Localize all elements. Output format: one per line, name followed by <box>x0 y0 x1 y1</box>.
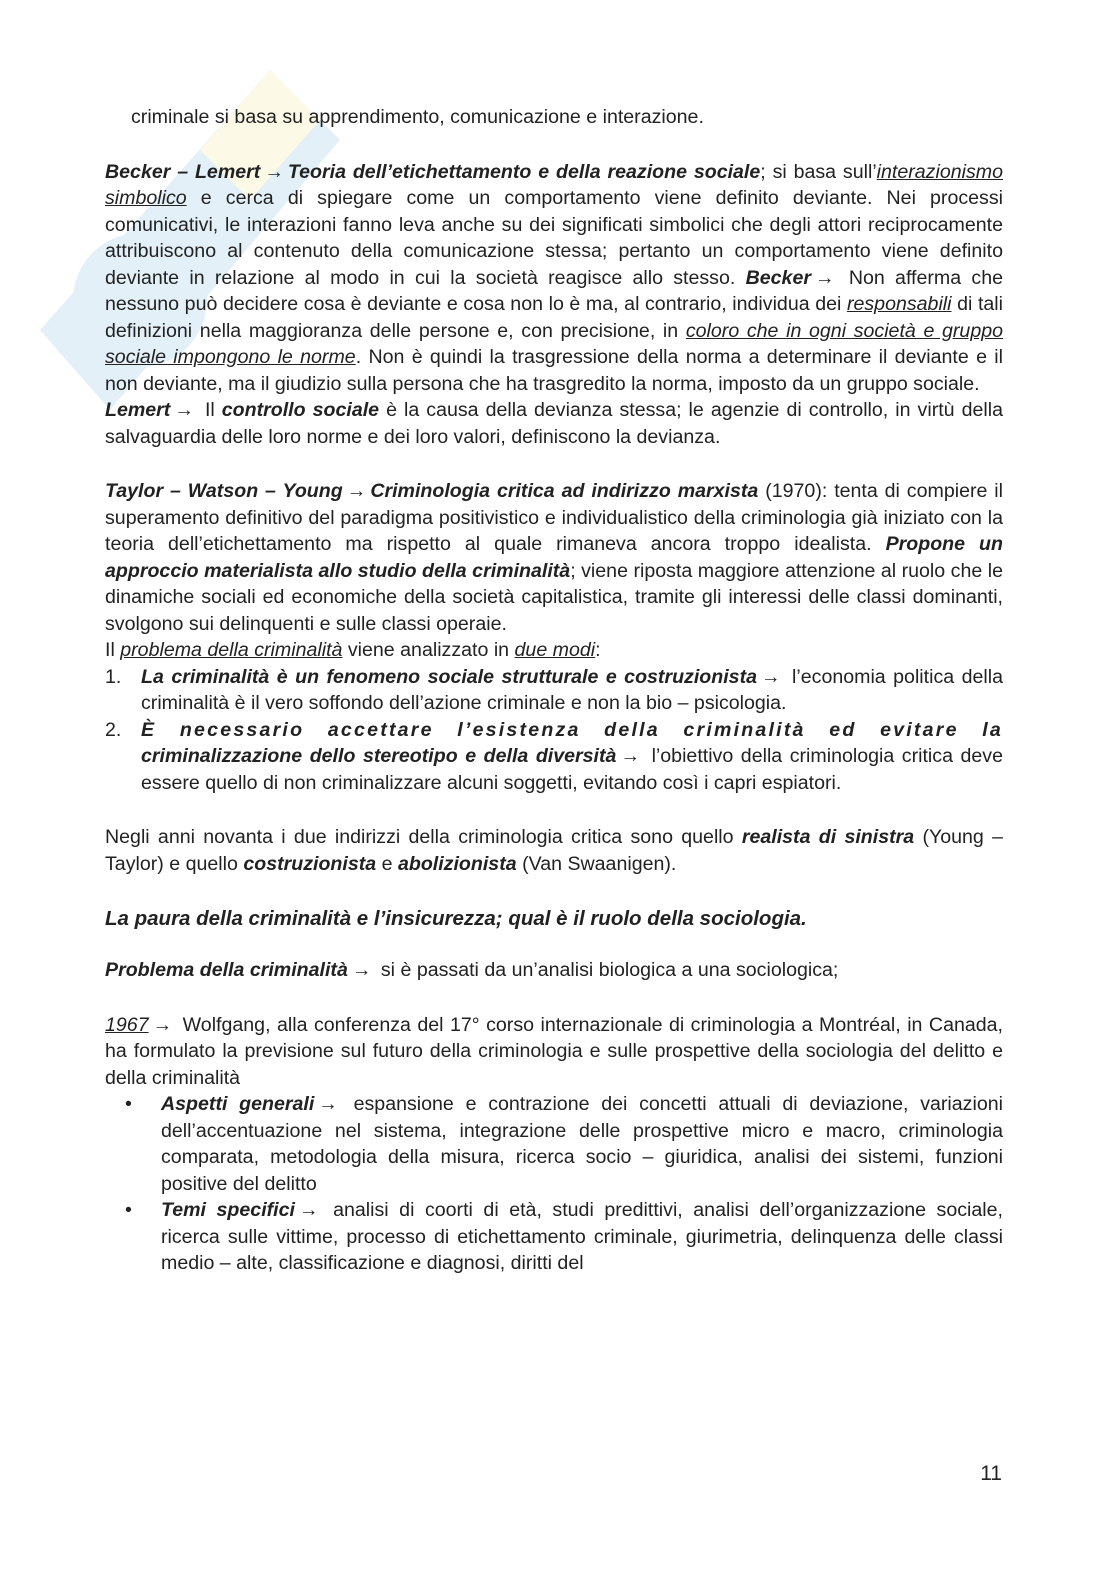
arrow-icon: → <box>174 399 194 421</box>
author-becker: Becker <box>745 266 811 289</box>
bold-term: abolizionista <box>397 852 517 875</box>
arrow-icon: → <box>814 266 835 289</box>
document-page <box>105 104 1003 1277</box>
paragraph-lemert: Lemert → Il controllo sociale è la causa della devianza stessa; le agenzie di controllo, in virtù della salvaguardia delle loro norme e dei loro valori, definiscono la devianza. <box>105 399 1003 448</box>
bullet-list <box>105 1091 1003 1277</box>
underlined-term: responsabili <box>846 293 952 315</box>
bold-term: Propone un approccio materialista allo studio della criminalità <box>105 533 1003 582</box>
arrow-icon: → <box>761 665 781 688</box>
paragraph-problema-criminalita: Problema della criminalità → si è passati da un’analisi biologica a una sociologica; <box>105 959 839 981</box>
arrow-icon: → <box>346 480 367 502</box>
underlined-term: due modi <box>514 639 596 661</box>
paragraph-taylor-watson-young: Taylor – Watson – Young → Criminologia critica ad indirizzo marxista (1970): tenta di compiere il superamento definitivo del paradigma positivistico e individualistico della criminologia già iniziato con la teoria dell’etichettamento ma rispetto al quale rimaneva ancora troppo idealista. Propone un approccio materialista allo studio della criminalità; viene riposta maggiore attenzione al ruolo che le dinamiche sociali ed economiche della società capitalistica, tramite gli interessi delle classi dominanti, svolgono sui delinquenti e sulle classi operaie. <box>105 480 1003 635</box>
arrow-icon: → <box>298 1199 319 1221</box>
paragraph-becker-lemert: Becker – Lemert → Teoria dell’etichettamento e della reazione sociale; si basa sull’interazionismo simbolico e cerca di spiegare come un comportamento viene definito deviante. Nei processi comunicativi, le interazioni fanno leva anche su dei significati simbolici che degli attori reciprocamente attribuiscono al contenuto della comunicazione stessa; pertanto un comportamento viene definito deviante in relazione al modo in cui la società reagisce allo stesso. Becker → Non afferma che nessuno può decidere cosa è deviante e cosa non lo è ma, al contrario, individua dei responsabili di tali definizioni nella maggioranza delle persone e, con precisione, in coloro che in ogni società e gruppo sociale impongono le norme. Non è quindi la trasgressione della norma a determinare il deviante e il non deviante, ma il giudizio sulla persona che ha trasgredito la norma, imposto da un gruppo sociale. <box>105 160 1004 395</box>
arrow-icon: → <box>264 160 284 183</box>
page-number: 11 <box>980 1462 1002 1485</box>
bold-term: costruzionista <box>243 852 377 875</box>
bold-term: È necessario accettare l’esistenza della criminalità ed evitare la <box>141 718 1003 741</box>
list-item: • Temi specifici → analisi di coorti di età, studi predittivi, analisi dell’organizzazione sociale, ricerca sulle vittime, processo di etichettamento criminale, giurimetria, delinquenza delle classi medio – alte, classificazione e diagnosi, diritti del <box>125 1199 1003 1274</box>
bold-term: Temi specifici <box>161 1199 295 1221</box>
arrow-icon: → <box>351 959 372 981</box>
bold-term: Problema della criminalità <box>105 959 348 981</box>
bullet-icon: • <box>125 1093 132 1115</box>
paragraph-nineties: Negli anni novanta i due indirizzi della criminologia critica sono quello realista di sinistra (Young – Taylor) e quello costruzionista e abolizionista (Van Swaanigen). <box>105 826 1004 875</box>
theory-title: Teoria dell’etichettamento e della reazione sociale <box>287 160 761 183</box>
bullet-icon: • <box>125 1199 132 1221</box>
bold-term: Aspetti generali <box>161 1093 315 1115</box>
section-heading: La paura della criminalità e l’insicurezza; qual è il ruolo della sociologia. <box>105 907 807 930</box>
paragraph-wolfgang: 1967 → Wolfgang, alla conferenza del 17° corso internazionale di criminologia a Montréal, in Canada, ha formulato la previsione sul futuro della criminologia e sulle prospettive della sociologia del delitto e della criminalità <box>105 1013 1003 1089</box>
list-number: 2. <box>105 718 122 741</box>
bold-term: criminalizzazione dello stereotipo e della diversità <box>141 745 617 767</box>
bold-term: La criminalità è un fenomeno sociale strutturale e costruzionista <box>141 665 757 688</box>
theory-title: Criminologia critica ad indirizzo marxista <box>370 480 759 502</box>
author-lemert: Lemert <box>105 399 171 421</box>
underlined-term: problema della criminalità <box>120 639 343 661</box>
arrow-icon: → <box>152 1013 173 1036</box>
list-item: 2. È necessario accettare l’esistenza della criminalità ed evitare la criminalizzazione dello stereotipo e della diversità → l’obiettivo della criminologia critica deve essere quello di non criminalizzare alcuni soggetti, evitando così i capri espiatori. <box>105 718 1004 794</box>
paragraph-problema: Il problema della criminalità viene analizzato in due modi: <box>105 639 601 661</box>
list-item: • Aspetti generali → espansione e contrazione dei concetti attuali di deviazione, variazioni dell’accentuazione nel sistema, integrazione delle prospettive micro e macro, criminologia comparata, metodologia della misura, ricerca socio – giuridica, analisi dei sistemi, funzioni positive del delitto <box>125 1093 1003 1195</box>
bold-term: realista di sinistra <box>741 826 915 848</box>
list-item: 1. La criminalità è un fenomeno sociale strutturale e costruzionista → l’economia politica della criminalità è il vero soffondo dell’azione criminale e non la bio – psicologia. <box>105 665 1003 714</box>
numbered-list <box>105 664 1003 797</box>
arrow-icon: → <box>620 745 641 767</box>
underlined-term: interazionismo simbolico <box>105 160 1003 209</box>
arrow-icon: → <box>318 1093 338 1115</box>
list-number: 1. <box>105 665 122 688</box>
underlined-term: coloro che in ogni società e gruppo sociale impongono le norme <box>105 319 1004 368</box>
bold-term: controllo sociale <box>221 399 380 421</box>
year-1967: 1967 <box>105 1013 149 1036</box>
author-names: Becker – Lemert <box>105 160 261 183</box>
paragraph-intro: criminale si basa su apprendimento, comunicazione e interazione. <box>131 106 704 128</box>
author-names: Taylor – Watson – Young <box>105 480 343 502</box>
